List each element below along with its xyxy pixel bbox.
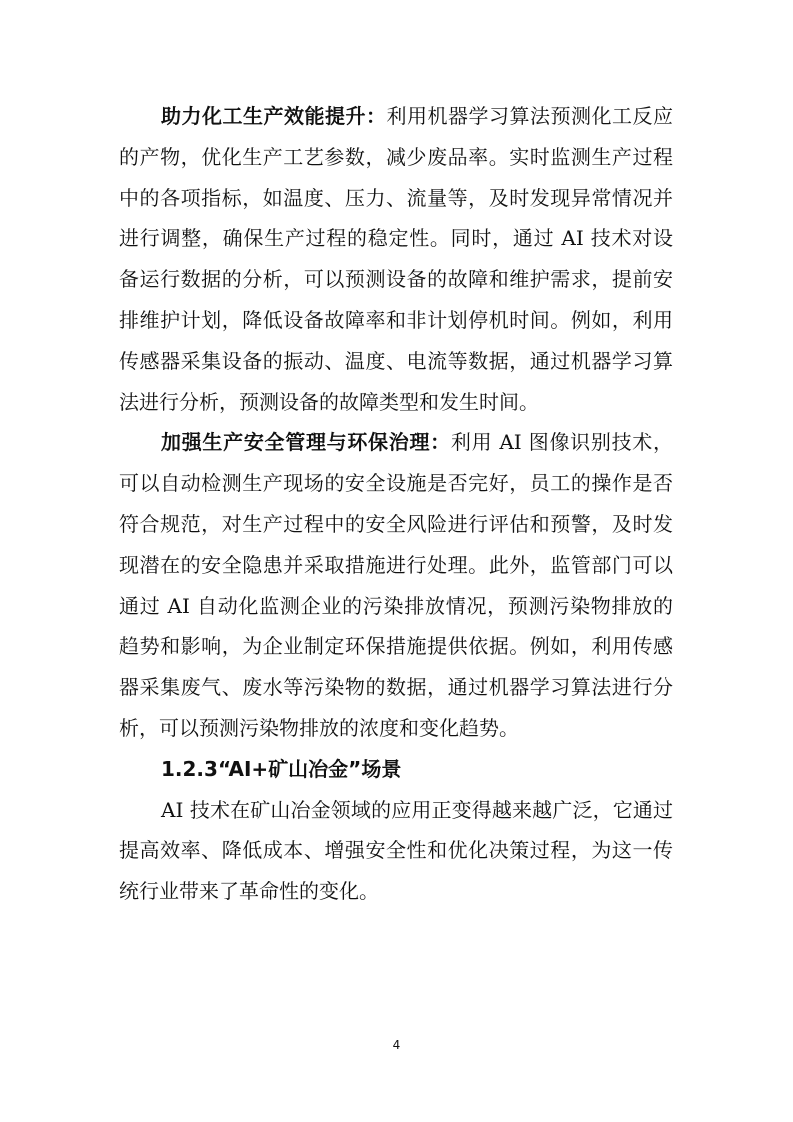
paragraph-mining-intro: AI 技术在矿山冶金领域的应用正变得越来越广泛，它通过提高效率、降低成本、增强安全性和优化决策过程，为这一传统行业带来了革命性的变化。	[119, 797, 673, 904]
body-text	[119, 96, 673, 912]
paragraph-body: 利用机器学习算法预测化工反应的产物，优化生产工艺参数，减少废品率。实时监测生产过程中的各项指标，如温度、压力、流量等，及时发现异常情况并进行调整，确保生产过程的稳定性。同时，通过 AI 技术对设备运行数据的分析，可以预测设备的故障和维护需求，提前安排维护计划，降低设备故障率和非计划停机时间。例如，利用传感器采集设备的振动、温度、电流等数据，通过机器学习算法进行分析，预测设备的故障类型和发生时间。	[119, 104, 673, 414]
paragraph-chemical-efficiency	[119, 96, 673, 422]
page-number: 4	[392, 1038, 401, 1052]
paragraph-lead: 助力化工生产效能提升：	[161, 104, 387, 128]
section-heading: 1.2.3“AI+矿山冶金”场景	[161, 756, 402, 781]
paragraph-lead: 加强生产安全管理与环保治理：	[161, 430, 451, 455]
paragraph-body: 利用 AI 图像识别技术，可以自动检测生产现场的安全设施是否完好，员工的操作是否符合规范，对生产过程中的安全风险进行评估和预警，及时发现潜在的安全隐患并采取措施进行处理。此外，监管部门可以通过 AI 自动化监测企业的污染排放情况，预测污染物排放的趋势和影响，为企业制定环保措施提供依据。例如，利用传感器采集废气、废水等污染物的数据，通过机器学习算法进行分析，可以预测污染物排放的浓度和变化趋势。	[119, 430, 674, 740]
paragraph-safety-environment	[119, 422, 673, 748]
